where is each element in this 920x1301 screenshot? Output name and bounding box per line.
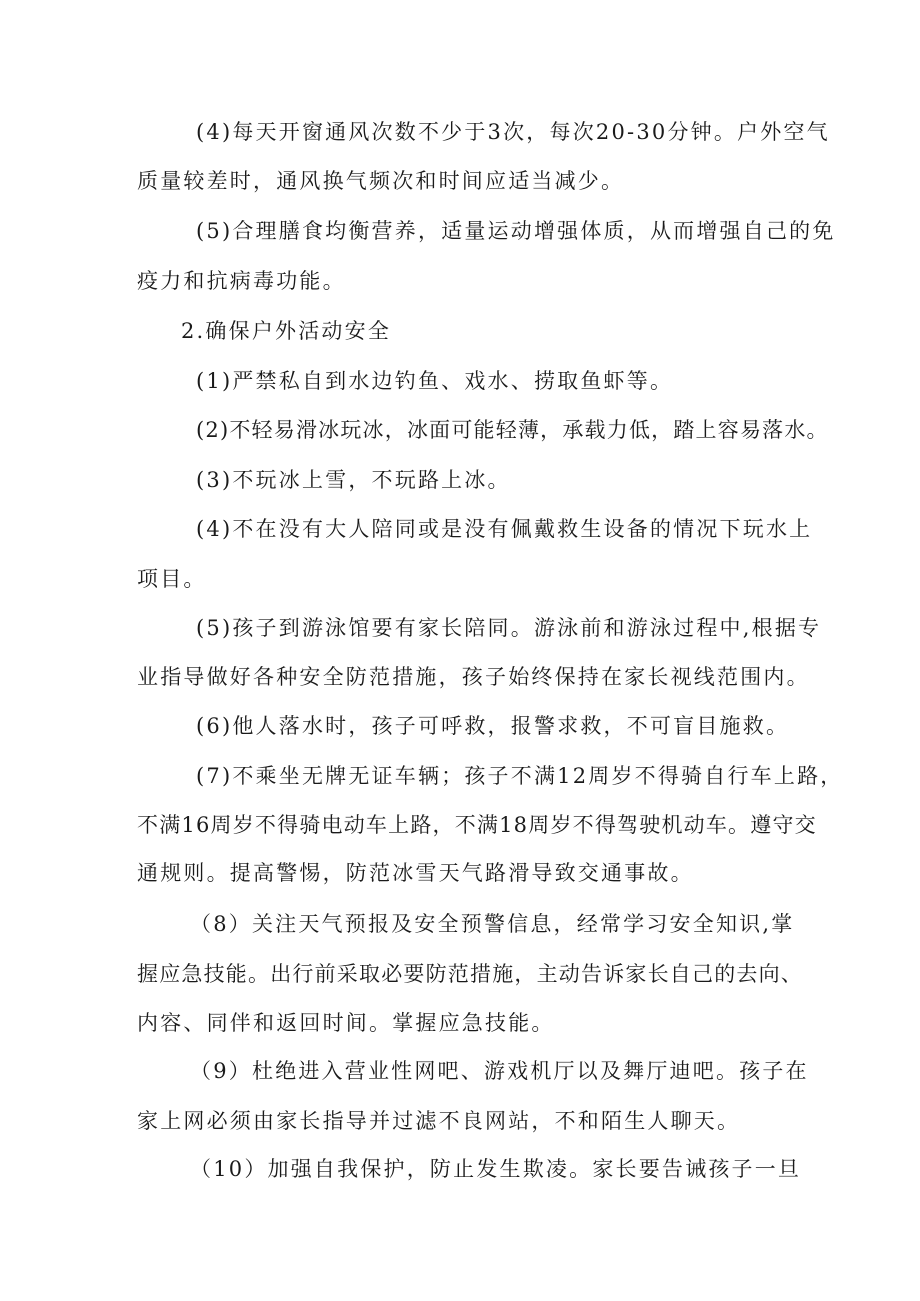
section-heading: 2.确保户外活动安全 <box>181 319 392 343</box>
text-line: 业指导做好各种安全防范措施，孩子始终保持在家长视线范围内。 <box>137 665 810 689</box>
text-line: (6)他人落水时，孩子可呼救，报警求救，不可盲目施救。 <box>196 714 790 738</box>
text-line: (5)孩子到游泳馆要有家长陪同。游泳前和游泳过程中,根据专 <box>196 616 822 640</box>
text-line: (5)合理膳食均衡营养，适量运动增强体质，从而增强自己的免 <box>196 219 836 243</box>
text-line: 疫力和抗病毒功能。 <box>137 269 346 293</box>
text-line: (3)不玩冰上雪，不玩路上冰。 <box>196 468 511 492</box>
text-line: （8）关注天气预报及安全预警信息，经常学习安全知识,掌 <box>190 912 795 936</box>
text-line: 内容、同伴和返回时间。掌握应急技能。 <box>137 1011 555 1035</box>
text-line: (4)不在没有大人陪同或是没有佩戴救生设备的情况下玩水上 <box>196 517 813 541</box>
text-line: 握应急技能。出行前采取必要防范措施，主动告诉家长自己的去向、 <box>137 962 803 986</box>
text-line: 不满16周岁不得骑电动车上路，不满18周岁不得驾驶机动车。遵守交 <box>137 813 817 837</box>
text-line: （9）杜绝进入营业性网吧、游戏机厅以及舞厅迪吧。孩子在 <box>190 1059 809 1083</box>
text-line: （10）加强自我保护，防止发生欺凌。家长要告诫孩子一旦 <box>190 1157 802 1181</box>
text-line: 项目。 <box>137 567 207 591</box>
text-line: (7)不乘坐无牌无证车辆；孩子不满12周岁不得骑自行车上路， <box>196 764 844 788</box>
text-line: (2)不轻易滑冰玩冰，冰面可能轻薄，承载力低，踏上容易落水。 <box>196 418 829 442</box>
text-line: 质量较差时，通风换气频次和时间应适当减少。 <box>137 169 625 193</box>
text-line: (1)严禁私自到水边钓鱼、戏水、捞取鱼虾等。 <box>196 369 674 393</box>
text-line: (4)每天开窗通风次数不少于3次，每次20-30分钟。户外空气 <box>196 120 830 144</box>
text-line: 通规则。提高警惕，防范冰雪天气路滑导致交通事故。 <box>137 861 694 885</box>
text-line: 家上网必须由家长指导并过滤不良网站，不和陌生人聊天。 <box>137 1109 741 1133</box>
